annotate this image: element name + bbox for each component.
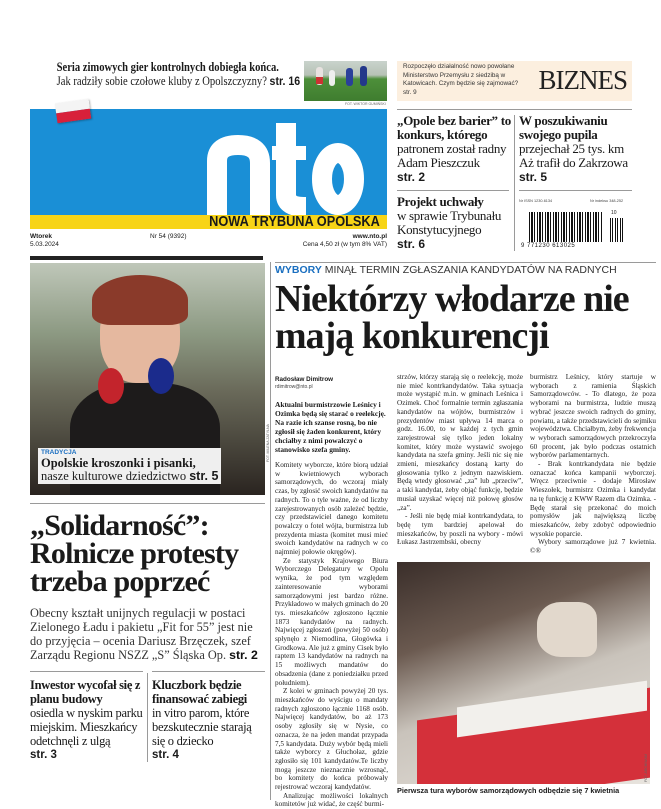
paragraph: Wybory samorządowe już 7 kwietnia. ©® [530,538,656,556]
paragraph: Komitety wyborcze, które biorą udział w kwietniowych wyborach samorządowych, do wczoraj miały czas, by zgłosić swoich kandydatów na radnych. To o tyle ważne, że od liczby zarejestrowanych osób zależeć będzie, czy przedstawiciel danego komitetu powalczy o fotel wójta, burmistrza lub prezydenta miasta (komitet musi mieć swoich kandydatów na radnych w co najmniej połowie okręgów). [275,461,388,557]
sport-photo-credit: FOT. WIKTOR GUMIŃSKI [345,102,386,106]
main-lead: Aktualni burmistrzowie Leśnicy i Ozimka będą się starać o reelekcję. Na razie ich szanse rosną, bo nie zgłosił się żaden konkurent, który chciałby z nimi powalczyć o stanowisko szefa gminy. [275,400,386,454]
teaser-kluczbork[interactable] [152,671,265,762]
index-number: Nr indeksu 348-252 [590,199,624,203]
teaser-projekt-uchwaly[interactable] [397,195,512,251]
tradition-sub-text: nasze kulturowe dziedzictwo [41,469,187,483]
teaser-text: osiedla w nyskim parku miejskim. Mieszkańcy odetchnęli z ulgą [30,706,143,748]
sport-teaser-lines [56,60,300,88]
teaser-page: str. 4 [152,749,179,761]
tradition-headline: Opolskie kroszonki i pisanki, [41,456,196,470]
main-kicker [275,264,617,276]
barcode [529,212,602,242]
left-lower-block [30,503,268,762]
sport-headline: Seria zimowych gier kontrolnych dobiegła końca. [56,60,279,74]
paragraph: Analizując możliwości lokalnych komitetów już widać, że część burmi- [275,791,388,809]
paragraph: Ze statystyk Krajowego Biura Wyborczego Delegatury w Opolu wynika, że pod tym względem zainteresowanie wyborami samorządowymi jest bardzo różne. Przykładowo w małych gminach do 20 tys. mieszkańców zgłoszono łącznie 1873 kandydatów na radnych. Najwięcej zgłoszeń (powyżej 50 osób) spłynęło z Niemodlina, Głogówka i Grodkowa. Ale już z gminy Cisek było raptem 13 kandydatów na radnych na 15 możliwych mandatów do obsadzenia (dane z poniedziałku przed południem). [275,556,388,687]
sport-teaser[interactable] [0,60,300,90]
ballot-photo [397,562,650,784]
solidarnosc-body [30,606,268,662]
barcode-number: 9 771230 613025 [521,243,576,249]
tradition-page: str. 5 [189,469,219,483]
barcode-addon [610,218,624,242]
article-left-stack [275,376,388,809]
teaser-title: „Opole bez barier” to konkurs, którego [397,113,511,142]
website-link[interactable]: www.nto.pl [352,233,387,240]
teaser-text: patronem został radny Adam Pieszczuk [397,141,507,170]
paragraph: burmistrz Leśnicy, który startuje w wyborach z ramienia Śląskich Samorządowców. - To dlatego, że poza wyborami na burmistrza, ludzie muszą wybrać jeszcze swoich radnych do gminy, powiatu, a także przedstawicieli do sejmiku województwa. Chciałbym, żeby frekwencja w wyborach samorządowych przekroczyła 60 procent, jak było podczas ostatnich wyborów parlamentarnych. [530,373,656,460]
paragraph: - Brak kontrkandydata nie będzie oznaczać końca kampanii wyborczej. Wręcz przeciwnie - dodaje Mirosław Wieszołek, burmistrz Ozimka i kandydat na tę funkcję z KWW Razem dla Ozimka. - Będę starał się przekonać do moich pomysłów jak największą liczbę mieszkańców, żeby zdobyć odpowiednio wysokie poparcie. [530,460,656,538]
teaser-opole-bez-barier[interactable] [397,114,512,184]
date-block [30,233,59,249]
teaser-text: w sprawie Trybunału Konstytucyjnego [397,208,502,237]
teaser-page: str. 6 [397,237,426,251]
teaser-page: str. 5 [519,170,548,184]
paragraph: strzów, którzy starają się o reelekcję, może nie mieć kontrkandydatów. Taka sytuacja może wystąpić m.in. w gminach Leśnica i Ozimek. Choć formalnie termin zgłaszania kandydatów na wójtów, burmistrzów i prezydentów miast upływa 14 marca o godz. 16.00, to w każdej z tych gmin zarejestrował się tylko jeden lokalny komitet, który może wystawić swojego kandydata na szefa gminy. Jeśli nic się nie zmieni, mieszkańcy dostaną karty do głosowania tylko z jednym nazwiskiem. Będą wtedy głosować „za” lub „przeciw”, a taki kandydat, żeby objąć funkcję, będzie musiał uzyskać więcej niż połowę głosów „za”. [397,373,523,512]
author-email[interactable]: rdimitrow@nto.pl [275,384,313,390]
author: Radosław Dimitrow [275,376,334,383]
solidarnosc-headline[interactable]: „Solidarność”: Rolnicze protesty trzeba poprzeć [30,509,239,598]
tradition-kicker: TRADYCJA [41,449,77,456]
tradition-sub [41,470,218,483]
kroszonki-photo-credit: FOT. MILENA ZATYLNA [266,424,270,462]
ballot-photo-credit: FOT. ARCHIWUM [644,754,648,782]
teaser-title: Kluczbork będzie finansować zabiegi [152,678,247,706]
issue-number: Nr 54 (9392) [150,233,187,240]
main-headline[interactable]: Niektórzy włodarze nie mają konkurencji [275,278,629,357]
newspaper-name: NOWA TRYBUNA OPOLSKA [209,213,380,230]
sport-photo [304,61,387,101]
ballot-photo-caption: Pierwsza tura wyborów samorządowych odbędzie się 7 kwietnia [397,786,620,795]
teaser-title: Inwestor wycofał się z planu budowy [30,678,141,706]
kicker-text: MINĄŁ TERMIN ZGŁASZANIA KANDYDATÓW NA RADNYCH [324,264,617,276]
teaser-text: in vitro parom, które bezskutecznie starają się o dziecko [152,706,252,748]
date: 5.03.2024 [30,241,59,248]
price: Cena 4,50 zł (w tym 8% VAT) [302,241,387,248]
kicker-label: WYBORY [275,264,322,276]
biznes-box[interactable] [397,61,632,101]
solidarnosc-page: str. 2 [229,648,258,662]
sport-sub [56,74,300,88]
day: Wtorek [30,233,53,240]
teaser-title: W poszukiwaniu swojego pupila [519,113,608,142]
sport-page: str. 16 [269,74,300,88]
teaser-page: str. 3 [30,749,57,761]
article-column-1 [275,461,388,809]
byline [275,376,388,391]
sport-sub-text: Jak radziły sobie czołowe kluby z Opolszczyzny? [56,74,267,88]
masthead-logo[interactable] [30,109,387,229]
article-right-stack [397,373,656,795]
paragraph: Z kolei w gminach powyżej 20 tys. mieszkańców do wyścigu o mandaty radnych zgłoszono łącznie 1168 osób. Najwięcej kandydatów, bo aż 173 osoby zgłosiły się w Nysie, co oznacza, że na jeden mandat przypada 7,5 kandydata. Duży wybór będą mieli także wyborcy z Głuchołaz, gdzie zgłosiło się 101 kandydatów.Te liczby mogą jeszcze nieznacznie wzrosnąć, bo komitety do końca próbowały rejestrować wczoraj kandydatów. [275,687,388,792]
teaser-text: przejechał 25 tys. km Aż trafił do Zakrzowa [519,141,628,170]
teaser-poszukiwanie-pupila[interactable] [519,114,639,184]
price-block [303,233,387,249]
biznes-text: Rozpoczęło działalność nowo powołane Ministerstwo Przemysłu z siedzibą w Katowicach. Czym będzie się zajmować? str. 9 [403,63,519,96]
biznes-label: BIZNES [538,65,627,95]
teaser-inwestor[interactable] [30,671,143,762]
nto-logo-icon [30,109,387,215]
issn: Nr ISSN 1230-6134 [519,199,553,203]
solidarnosc-text: Obecny kształt unijnych regulacji w postaci Zielonego Ładu i pakietu „Fit for 55” jest nie do przyjęcia – ocenia Dariusz Brzęczek, szef Zarządu Regionu NSZZ „S” Śląska Op. [30,606,253,662]
tradition-caption[interactable] [38,448,221,484]
article-column-2 [397,373,523,556]
teaser-page: str. 2 [397,170,426,184]
article-column-3 [530,373,656,556]
paragraph: - Jeśli nie będę miał kontrkandydata, to będę tym bardziej apelował do mieszkańców, by poszli na wybory - mówi Łukasz Jastrzembski, obecny [397,512,523,547]
teaser-title: Projekt uchwały [397,194,484,209]
barcode-addon-number: 10 [611,210,617,216]
